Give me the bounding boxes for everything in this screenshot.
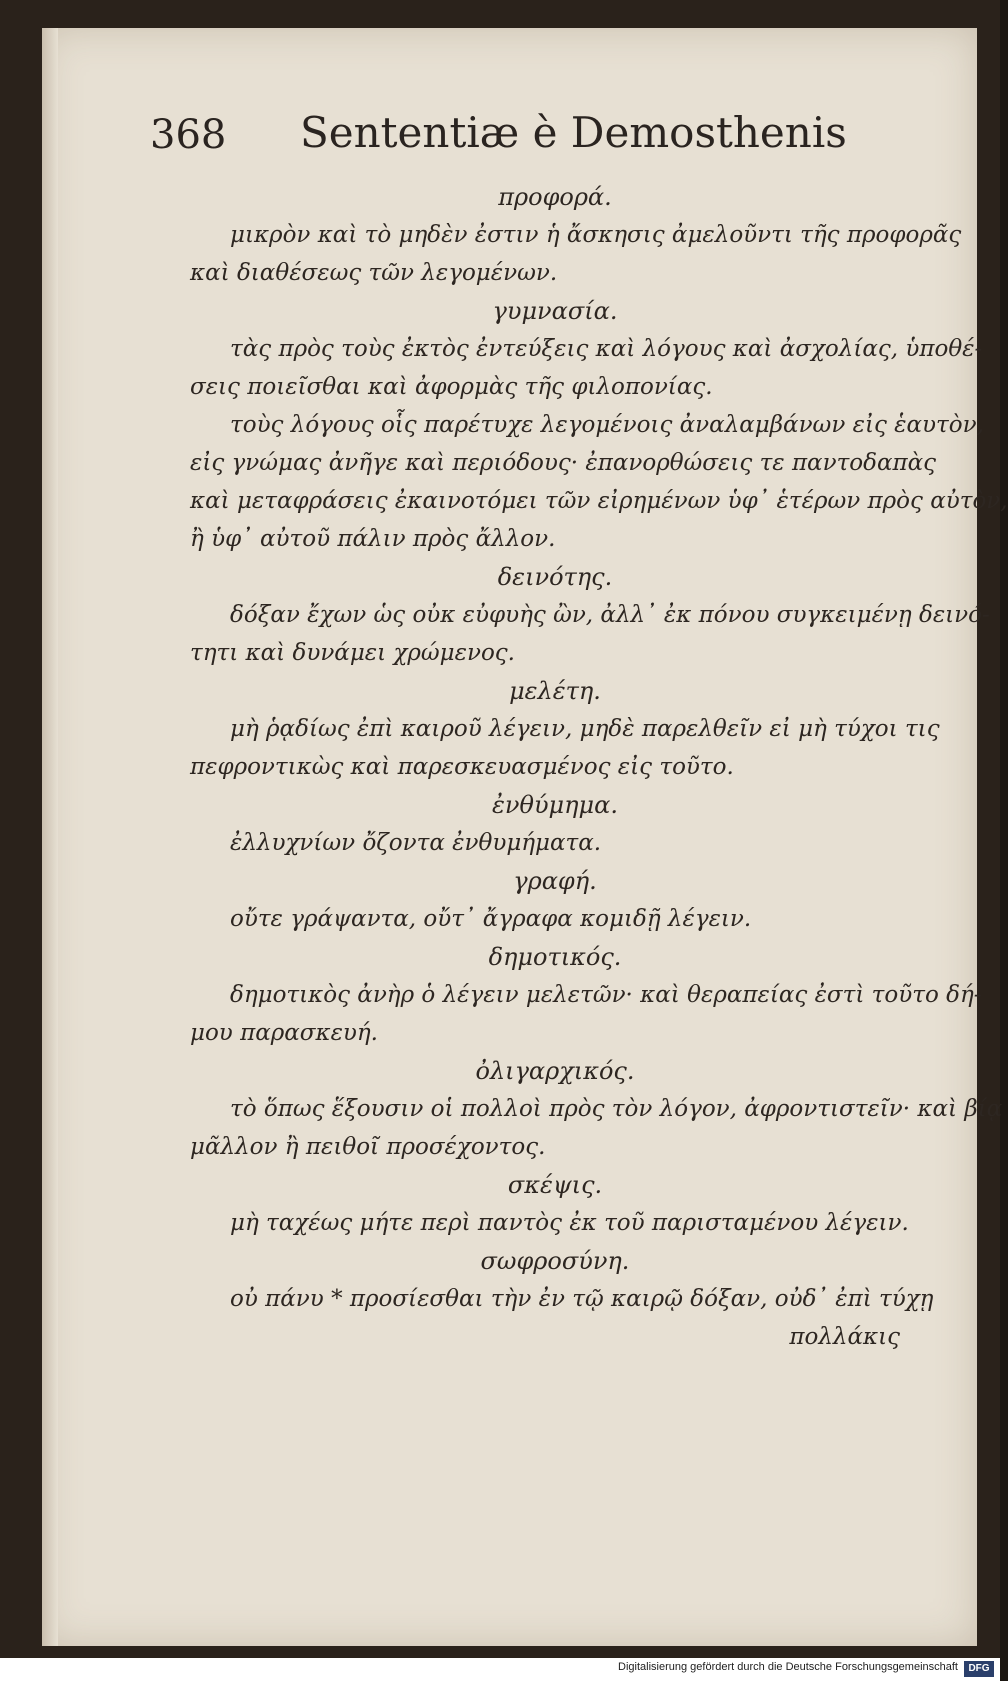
text-line: πεφροντικὼς καὶ παρεσκευασμένος εἰς τοῦτο.: [190, 754, 734, 780]
text-line: καὶ διαθέσεως τῶν λεγομένων.: [190, 260, 558, 286]
section-heading: ἐνθύμημα.: [492, 791, 618, 819]
text-line: ἢ ὑφ᾽ αὐτοῦ πάλιν πρὸς ἄλλον.: [190, 526, 556, 552]
section-heading: γυμνασία.: [492, 297, 618, 325]
text-line: δημοτικὸς ἀνὴρ ὁ λέγειν μελετῶν· καὶ θεραπείας ἐστὶ τοῦτο δή-: [230, 982, 982, 1008]
page-number: 368: [150, 112, 227, 158]
text-line: μὴ ῥᾳδίως ἐπὶ καιροῦ λέγειν, μηδὲ παρελθεῖν εἰ μὴ τύχοι τις: [230, 716, 940, 742]
text-line: εἰς γνώμας ἀνῆγε καὶ περιόδους· ἐπανορθώσεις τε παντοδαπὰς: [190, 450, 937, 476]
text-line: οὔτε γράψαντα, οὔτ᾽ ἄγραφα κομιδῇ λέγειν.: [230, 906, 752, 932]
section-heading: ὀλιγαρχικός.: [475, 1057, 635, 1085]
page-gutter: [42, 28, 58, 1646]
text-line: μᾶλλον ἢ πειθοῖ προσέχοντος.: [190, 1134, 546, 1160]
text-line: σεις ποιεῖσθαι καὶ ἀφορμὰς τῆς φιλοπονίας.: [190, 374, 713, 400]
catchword: πολλάκις: [789, 1324, 900, 1350]
running-title: Sententiæ è Demosthenis: [300, 108, 847, 157]
text-line: τὸ ὅπως ἕξουσιν οἱ πολλοὶ πρὸς τὸν λόγον, ἀφροντιστεῖν· καὶ βίᾳ: [230, 1096, 1003, 1122]
text-line: τοὺς λόγους οἷς παρέτυχε λεγομένοις ἀναλαμβάνων εἰς ἑαυτὸν,: [230, 412, 984, 438]
running-head: [150, 108, 850, 168]
funding-credit: Digitalisierung gefördert durch die Deutsche Forschungsgemeinschaft: [618, 1661, 958, 1673]
text-line: δόξαν ἔχων ὡς οὐκ εὐφυὴς ὢν, ἀλλ᾽ ἐκ πόνου συγκειμένῃ δεινό-: [230, 602, 990, 628]
text-line: ἐλλυχνίων ὄζοντα ἐνθυμήματα.: [230, 830, 602, 856]
text-line: τὰς πρὸς τοὺς ἐκτὸς ἐντεύξεις καὶ λόγους καὶ ἀσχολίας, ὑποθέ-: [230, 336, 983, 362]
text-line: καὶ μεταφράσεις ἐκαινοτόμει τῶν εἰρημένων ὑφ᾽ ἑτέρων πρὸς αὐτὸν,: [190, 488, 1008, 514]
section-heading: σκέψις.: [507, 1171, 603, 1199]
section-heading: μελέτη.: [509, 677, 601, 705]
section-heading: σωφροσύνη.: [480, 1247, 630, 1275]
section-heading: γραφή.: [513, 867, 597, 895]
text-line: μὴ ταχέως μήτε περὶ παντὸς ἐκ τοῦ παρισταμένου λέγειν.: [230, 1210, 909, 1236]
text-line: οὐ πάνυ * προσίεσθαι τὴν ἐν τῷ καιρῷ δόξαν, οὐδ᾽ ἐπὶ τύχῃ: [230, 1286, 934, 1312]
text-line: μου παρασκευή.: [190, 1020, 378, 1046]
section-heading: δημοτικός.: [488, 943, 622, 971]
dfg-logo: DFG: [964, 1661, 994, 1677]
text-block: [190, 178, 1008, 1356]
text-line: μικρὸν καὶ τὸ μηδὲν ἐστιν ἡ ἄσκησις ἀμελοῦντι τῆς προφορᾶς: [230, 222, 962, 248]
section-heading: δεινότης.: [497, 563, 613, 591]
text-line: τητι καὶ δυνάμει χρώμενος.: [190, 640, 515, 666]
section-heading: προφορά.: [498, 183, 612, 211]
footer-bar: [0, 1658, 1000, 1681]
